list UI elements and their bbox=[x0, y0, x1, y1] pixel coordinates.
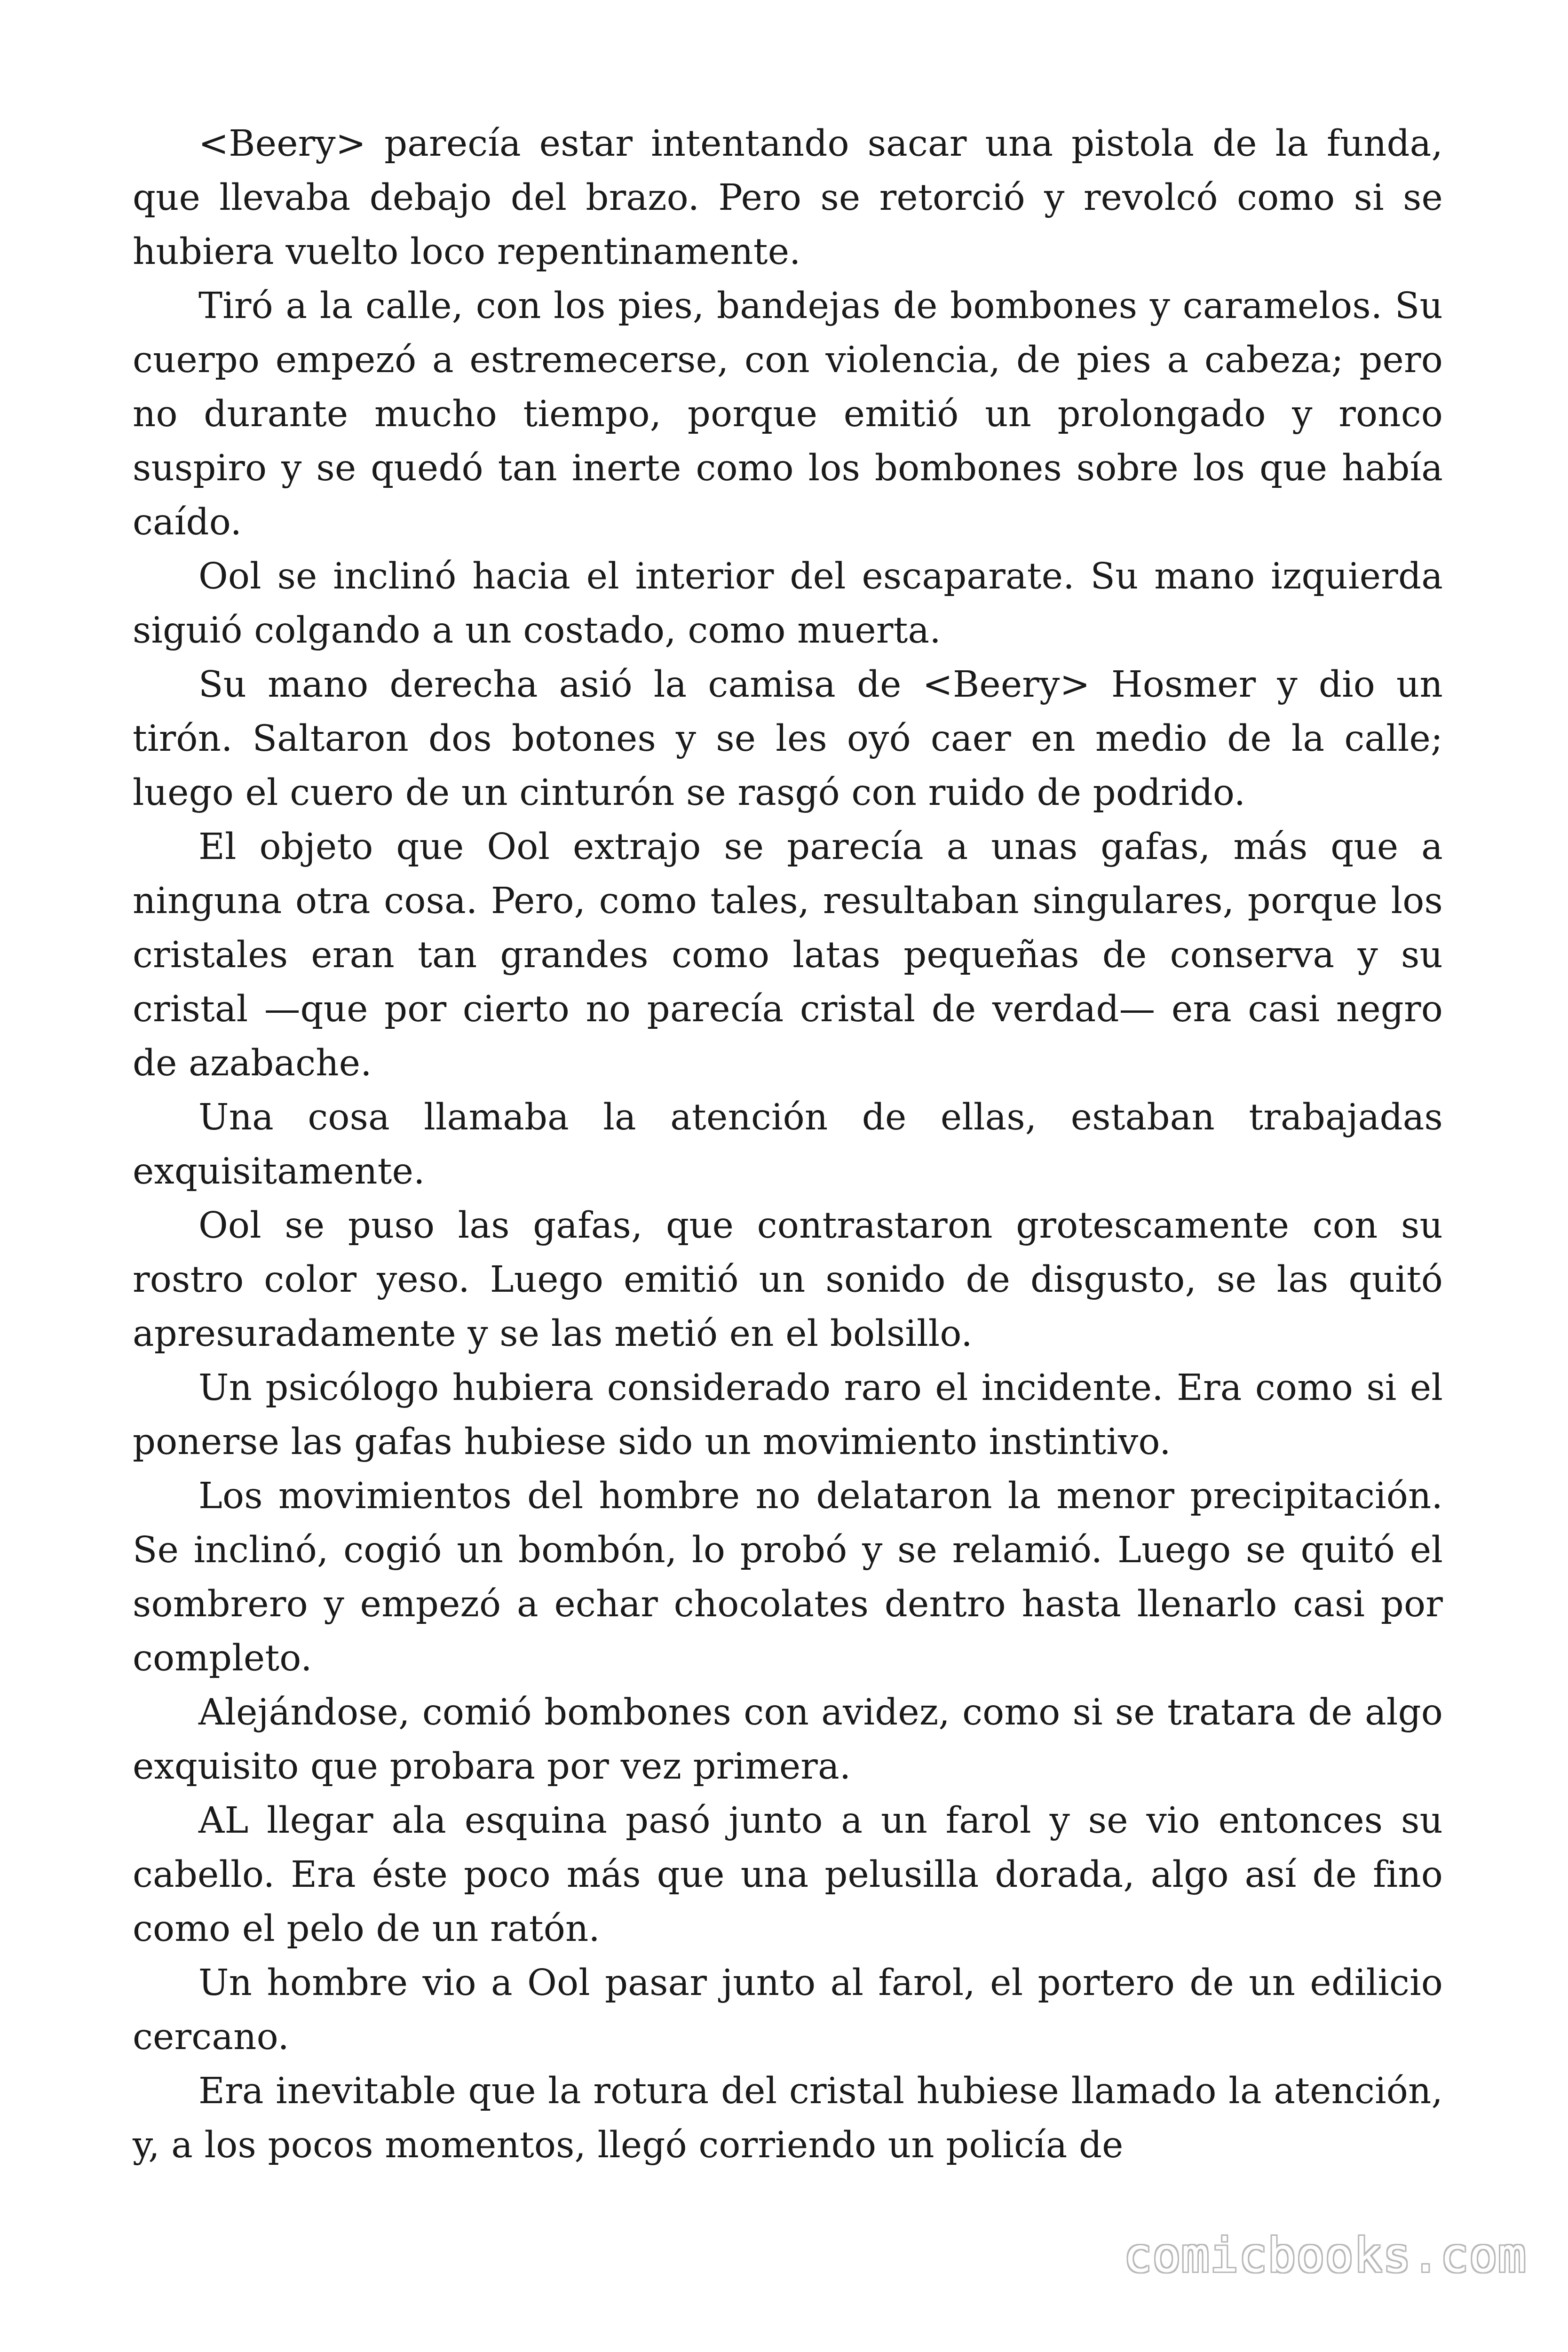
paragraph-3: Ool se inclinó hacia el interior del escaparate. Su mano izquierda siguió colgando a un costado, como muerta. bbox=[133, 556, 1443, 652]
watermark: comicbooks.com bbox=[1124, 2228, 1527, 2283]
paragraph-4: Su mano derecha asió la camisa de <Beery> Hosmer y dio un tirón. Saltaron dos botones y se les oyó caer en medio de la calle; luego el cuero de un cinturón se rasgó con ruido de podrido. bbox=[133, 664, 1443, 814]
paragraph-9: Los movimientos del hombre no delataron la menor precipitación. Se inclinó, cogió un bombón, lo probó y se relamió. Luego se quitó el sombrero y empezó a echar chocolates dentro hasta llenarlo casi por completo. bbox=[133, 1475, 1443, 1679]
book-page-text bbox=[133, 117, 1443, 2172]
paragraph-2: Tiró a la calle, con los pies, bandejas de bombones y caramelos. Su cuerpo empezó a estremecerse, con violencia, de pies a cabeza; pero no durante mucho tiempo, porque emitió un prolongado y ronco suspiro y se quedó tan inerte como los bombones sobre los que había caído. bbox=[133, 285, 1443, 543]
paragraph-5: El objeto que Ool extrajo se parecía a unas gafas, más que a ninguna otra cosa. Pero, como tales, resultaban singulares, porque los cristales eran tan grandes como latas pequeñas de conserva y su cristal —que por cierto no parecía cristal de verdad— era casi negro de azabache. bbox=[133, 826, 1443, 1084]
paragraph-13: Era inevitable que la rotura del cristal hubiese llamado la atención, y, a los pocos momentos, llegó corriendo un policía de bbox=[133, 2070, 1443, 2166]
paragraph-6: Una cosa llamaba la atención de ellas, estaban trabajadas exquisitamente. bbox=[133, 1097, 1443, 1192]
paragraph-7: Ool se puso las gafas, que contrastaron grotescamente con su rostro color yeso. Luego emitió un sonido de disgusto, se las quitó apresuradamente y se las metió en el bolsillo. bbox=[133, 1205, 1443, 1355]
paragraph-10: Alejándose, comió bombones con avidez, como si se tratara de algo exquisito que probara por vez primera. bbox=[133, 1692, 1443, 1788]
paragraph-11: AL llegar ala esquina pasó junto a un farol y se vio entonces su cabello. Era éste poco más que una pelusilla dorada, algo así de fino como el pelo de un ratón. bbox=[133, 1800, 1443, 1950]
paragraph-1: <Beery> parecía estar intentando sacar una pistola de la funda, que llevaba debajo del brazo. Pero se retorció y revolcó como si se hubiera vuelto loco repentinamente. bbox=[133, 123, 1443, 273]
paragraph-8: Un psicólogo hubiera considerado raro el incidente. Era como si el ponerse las gafas hubiese sido un movimiento instintivo. bbox=[133, 1367, 1443, 1463]
paragraph-12: Un hombre vio a Ool pasar junto al farol, el portero de un edilicio cercano. bbox=[133, 1962, 1443, 2058]
